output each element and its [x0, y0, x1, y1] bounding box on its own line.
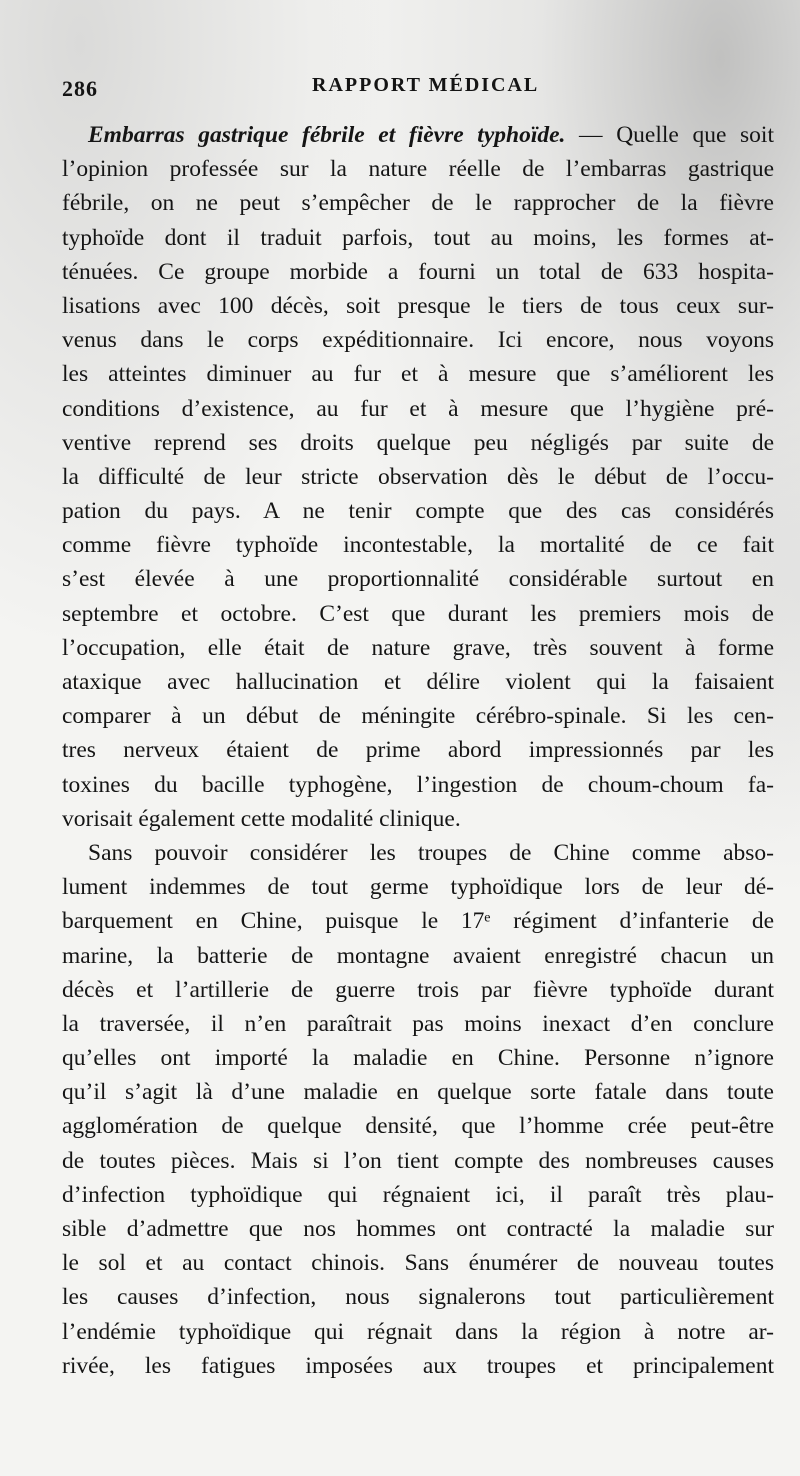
text-line: lument indemmes de tout germe typhoïdique lors de leur dé-	[62, 874, 774, 901]
text-line: lisations avec 100 décès, soit presque le tiers de tous ceux sur-	[62, 292, 774, 319]
text-line: qu’elles ont importé la maladie en Chine. Personne n’ignore	[62, 1045, 774, 1072]
text-line: ténuées. Ce groupe morbide a fourni un total de 633 hospita-	[62, 258, 774, 285]
text-line: marine, la batterie de montagne avaient enregistré chacun un	[62, 942, 774, 969]
text-line: comparer à un début de méningite cérébro-spinale. Si les cen-	[62, 703, 774, 730]
text-line: s’est élevée à une proportionnalité considérable surtout en	[62, 566, 774, 593]
text-line: l’endémie typhoïdique qui régnait dans la région à notre ar-	[62, 1318, 774, 1345]
page-header	[62, 72, 762, 102]
text-line: qu’il s’agit là d’une maladie en quelque sorte fatale dans toute	[62, 1079, 774, 1106]
text-line: les atteintes diminuer au fur et à mesure que s’améliorent les	[62, 361, 774, 388]
text-line-tail: — Quelle que soit	[565, 122, 774, 148]
page-number: 286	[62, 76, 98, 101]
text-line: fébrile, on ne peut s’empêcher de le rapprocher de la fièvre	[62, 190, 774, 217]
text-line: la traversée, il n’en paraîtrait pas moins inexact d’en conclure	[62, 1010, 774, 1037]
text-line: la difficulté de leur stricte observation dès le début de l’occu-	[62, 463, 774, 490]
text-line: tres nerveux étaient de prime abord impressionnés par les	[62, 737, 774, 764]
text-line	[62, 118, 774, 152]
text-line: ventive reprend ses droits quelque peu négligés par suite de	[62, 429, 774, 456]
text-line: l’occupation, elle était de nature grave, très souvent à forme	[62, 634, 774, 661]
text-line: de toutes pièces. Mais si l’on tient compte des nombreuses causes	[62, 1147, 774, 1174]
text-line: toxines du bacille typhogène, l’ingestion de choum-choum fa-	[62, 771, 774, 798]
text-line: comme fièvre typhoïde incontestable, la mortalité de ce fait	[62, 532, 774, 559]
text-line: vorisait également cette modalité clinique.	[62, 805, 461, 832]
running-title: RAPPORT MÉDICAL	[312, 74, 540, 96]
text-line: Sans pouvoir considérer les troupes de Chine comme abso-	[88, 839, 774, 866]
text-line: septembre et octobre. C’est que durant les premiers mois de	[62, 600, 774, 627]
text-line: agglomération de quelque densité, que l’homme crée peut-être	[62, 1113, 774, 1140]
text-line: les causes d’infection, nous signalerons tout particulièrement	[62, 1284, 774, 1311]
body-text	[62, 118, 774, 1383]
text-line: ataxique avec hallucination et délire violent qui la faisaient	[62, 669, 774, 695]
text-line: typhoïde dont il traduit parfois, tout au moins, les formes at-	[62, 224, 774, 251]
text-line: décès et l’artillerie de guerre trois par fièvre typhoïde durant	[62, 976, 774, 1003]
text-line: rivée, les fatigues imposées aux troupes et principalement	[62, 1352, 774, 1379]
text-line: barquement en Chine, puisque le 17ᵉ régiment d’infanterie de	[62, 908, 774, 935]
text-line: le sol et au contact chinois. Sans énumérer de nouveau toutes	[62, 1250, 774, 1277]
section-rubric: Embarras gastrique fébrile et fièvre typhoïde.	[88, 122, 566, 148]
text-line: pation du pays. A ne tenir compte que des cas considérés	[62, 498, 774, 525]
text-line: conditions d’existence, au fur et à mesure que l’hygiène pré-	[62, 395, 774, 422]
text-line: venus dans le corps expéditionnaire. Ici encore, nous voyons	[62, 327, 774, 354]
text-line: sible d’admettre que nos hommes ont contracté la maladie sur	[62, 1216, 774, 1242]
text-line: d’infection typhoïdique qui régnaient ici, il paraît très plau-	[62, 1181, 774, 1208]
text-line: l’opinion professée sur la nature réelle de l’embarras gastrique	[62, 156, 774, 183]
